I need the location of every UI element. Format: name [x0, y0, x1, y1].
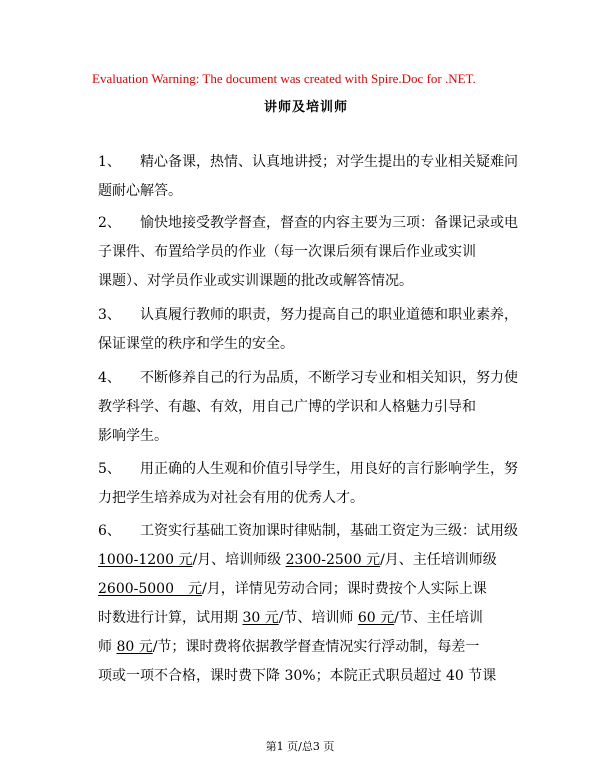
item-line: 保证课堂的秩序和学生的安全。 — [98, 336, 294, 352]
text-span: 师 — [98, 639, 117, 655]
item-line: 用正确的人生观和价值引导学生，用良好的言行影响学生，努 — [140, 461, 518, 477]
evaluation-warning: Evaluation Warning: The document was created with Spire.Doc for .NET. — [92, 71, 476, 86]
item-line: 愉快地接受教学督查，督查的内容主要为三项：备课记录或电 — [140, 215, 518, 231]
item-line — [98, 633, 479, 662]
item-line — [98, 546, 497, 575]
item-number: 1、 — [98, 154, 121, 170]
item-number: 2、 — [98, 215, 121, 231]
item-line — [98, 604, 483, 633]
salary-range: 1000-1200 元 — [98, 552, 193, 568]
item-line: 课题）、对学员作业或实训课题的批改或解答情况。 — [98, 273, 413, 289]
text-span: /节；课时费将依据教学督查情况实行浮动制，每差一 — [152, 639, 480, 655]
fee-amount: 80 元 — [116, 639, 153, 655]
salary-range: 2300-2500 元 — [285, 552, 381, 568]
page-footer: 第1 页/总3 页 — [265, 740, 335, 753]
item-line: 精心备课，热情、认真地讲授；对学生提出的专业相关疑难问 — [140, 154, 518, 170]
item-line: 题耐心解答。 — [98, 183, 182, 199]
document-title: 讲师及培训师 — [263, 100, 348, 115]
item-line — [98, 575, 487, 604]
item-line: 力把学生培养成为对社会有用的优秀人才。 — [98, 490, 364, 506]
text-span: /月、主任培训师级 — [380, 552, 497, 568]
item-number: 5、 — [98, 461, 121, 477]
salary-range: 2600-5000 元 — [98, 581, 202, 597]
text-span: 时数进行计算，试用期 — [98, 610, 243, 626]
text-span: /节、主任培训 — [394, 610, 483, 626]
item-line: 影响学生。 — [98, 428, 168, 444]
item-line: 不断修养自己的行为品质，不断学习专业和相关知识，努力使 — [140, 370, 518, 386]
item-number: 6、 — [98, 523, 121, 539]
item-line: 项或一项不合格，课时费下降 30%；本院正式职员超过 40 节课 — [98, 668, 497, 684]
text-span: /节、培训师 — [278, 610, 358, 626]
item-number: 4、 — [98, 370, 121, 386]
text-span: /月，详情见劳动合同；课时费按个人实际上课 — [202, 581, 487, 597]
item-number: 3、 — [98, 307, 121, 323]
item-line: 子课件、布置给学员的作业（每一次课后须有课后作业或实训 — [98, 244, 476, 260]
fee-amount: 60 元 — [357, 610, 395, 626]
item-line: 认真履行教师的职责，努力提高自己的职业道德和职业素养， — [140, 307, 518, 323]
item-line: 工资实行基础工资加课时律贴制，基础工资定为三级：试用级 — [140, 523, 518, 539]
text-span: /月、培训师级 — [192, 552, 286, 568]
item-line: 教学科学、有趣、有效，用自己广博的学识和人格魅力引导和 — [98, 399, 476, 415]
fee-amount: 30 元 — [242, 610, 279, 626]
